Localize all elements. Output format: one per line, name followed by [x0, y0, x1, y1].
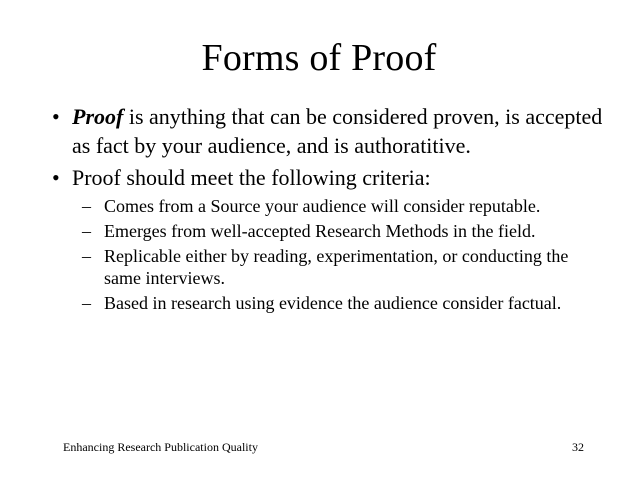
page-number: 32: [572, 440, 584, 454]
criteria-item-replicable: [82, 245, 582, 289]
dash-icon: –: [82, 221, 91, 241]
bullet-icon: •: [52, 104, 60, 129]
dash-icon: –: [82, 293, 91, 313]
dash-icon: –: [82, 246, 91, 266]
bullet-item-criteria: [52, 163, 612, 192]
slide-footer: Enhancing Research Publication Quality: [63, 440, 258, 454]
criteria-item-source: [82, 195, 582, 217]
criteria-sublist: [52, 195, 612, 314]
bullet-text: Proof should meet the following criteria:: [72, 165, 431, 190]
proof-term: Proof: [72, 104, 124, 129]
bullet-text: is anything that can be considered proven, is accepted as fact by your audience, and is authoratitive.: [72, 104, 603, 158]
criteria-item-methods: [82, 220, 582, 242]
dash-icon: –: [82, 196, 91, 216]
bullet-icon: •: [52, 165, 60, 190]
criteria-text: Emerges from well-accepted Research Methods in the field.: [104, 221, 536, 241]
bullet-list: [52, 102, 612, 317]
bullet-item-proof-definition: [52, 102, 612, 160]
criteria-text: Comes from a Source your audience will consider reputable.: [104, 196, 541, 216]
slide-title: Forms of Proof: [201, 37, 437, 79]
criteria-item-evidence: [82, 292, 582, 314]
criteria-text: Based in research using evidence the audience consider factual.: [104, 293, 562, 313]
criteria-text: Replicable either by reading, experimentation, or conducting the same interviews.: [104, 246, 569, 288]
